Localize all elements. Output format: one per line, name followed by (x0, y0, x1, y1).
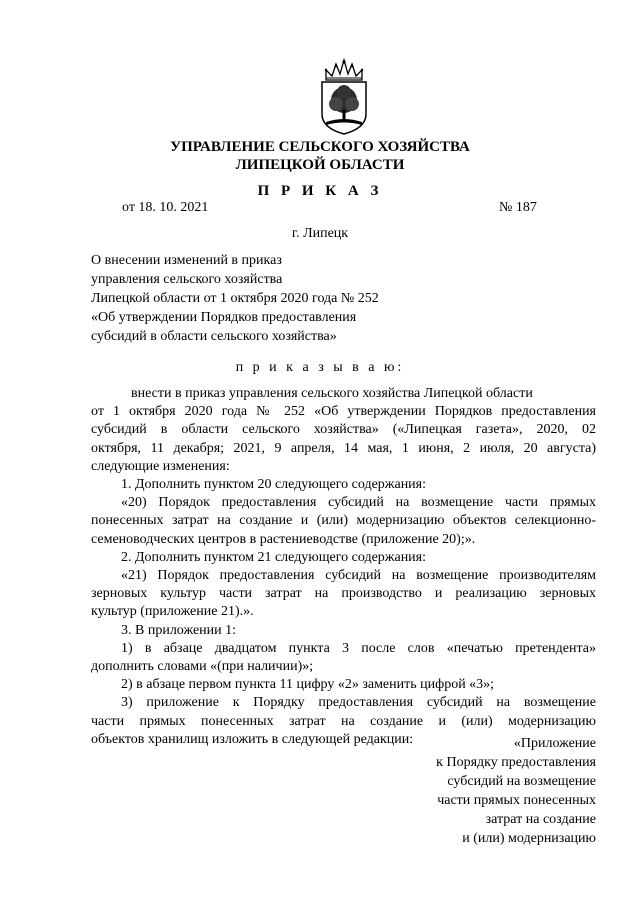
subject-line: О внесении изменений в приказ (91, 253, 282, 268)
body-line: от 1 октября 2020 года № 252 «Об утверждении Порядков предоставления (91, 404, 596, 420)
body-line: 1. Дополнить пунктом 20 следующего содержания: (121, 477, 427, 493)
document-body (91, 385, 596, 749)
document-date: от 18. 10. 2021 (122, 200, 209, 215)
body-line: объектов хранилищ изложить в следующей редакции: (91, 731, 414, 747)
body-line: 1) в абзаце двадцатом пункта 3 после слов «печатью претендента» (121, 640, 596, 656)
body-line: «20) Порядок предоставления субсидий на возмещение части прямых (121, 495, 596, 511)
coat-of-arms-icon (318, 58, 370, 136)
body-line: дополнить словами «(при наличии)»; (91, 659, 314, 675)
subject-line: Липецкой области от 1 октября 2020 года № 252 (91, 291, 379, 306)
subject-line: «Об утверждении Порядков предоставления (91, 310, 357, 325)
annex-header (436, 734, 596, 848)
annex-line: к Порядку предоставления (436, 755, 596, 770)
document-type: П Р И К А З (257, 183, 383, 199)
body-line: 3) приложение к Порядку предоставления субсидий на возмещение (121, 695, 596, 711)
body-line: зерновых культур части затрат на производство и реализацию зерновых (91, 586, 596, 602)
body-line: «21) Порядок предоставления субсидий на возмещение производителям (121, 568, 596, 584)
body-line: следующие изменения: (91, 458, 230, 474)
subject-line: управления сельского хозяйства (91, 272, 283, 287)
document-number: № 187 (499, 200, 537, 215)
body-line: 3. В приложении 1: (121, 622, 237, 638)
organization-name-line1: УПРАВЛЕНИЕ СЕЛЬСКОГО ХОЗЯЙСТВА (170, 139, 470, 155)
body-line: понесенных затрат на создание и (или) модернизацию объектов селекционно- (91, 513, 596, 529)
body-line: внести в приказ управления сельского хозяйства Липецкой области (131, 386, 533, 401)
document-city: г. Липецк (291, 226, 349, 241)
body-line: культур (приложение 21).». (91, 604, 254, 620)
subject-line: субсидий в области сельского хозяйства» (91, 329, 337, 344)
order-word: п р и к а з ы в а ю: (235, 360, 405, 375)
body-line: 2. Дополнить пунктом 21 следующего содержания: (121, 549, 427, 565)
annex-line: «Приложение (513, 736, 596, 751)
annex-line: субсидий на возмещение (447, 774, 596, 789)
body-line: субсидий в области сельского хозяйства» («Липецкая газета», 2020, 02 (91, 422, 596, 438)
annex-line: части прямых понесенных (437, 793, 596, 808)
body-line: семеноводческих центров в растениеводстве (приложение 20);». (91, 531, 476, 547)
body-line: 2) в абзаце первом пункта 11 цифру «2» заменить цифрой «3»; (121, 677, 495, 693)
annex-line: затрат на создание (485, 812, 596, 827)
annex-line: и (или) модернизацию (462, 831, 596, 846)
body-line: части прямых понесенных затрат на создание и (или) модернизацию (91, 713, 596, 729)
body-line: октября, 11 декабря; 2021, 9 апреля, 14 мая, 1 июня, 2 июля, 20 августа) (91, 440, 596, 456)
organization-name-line2: ЛИПЕЦКОЙ ОБЛАСТИ (235, 157, 405, 173)
document-subject (91, 251, 379, 346)
